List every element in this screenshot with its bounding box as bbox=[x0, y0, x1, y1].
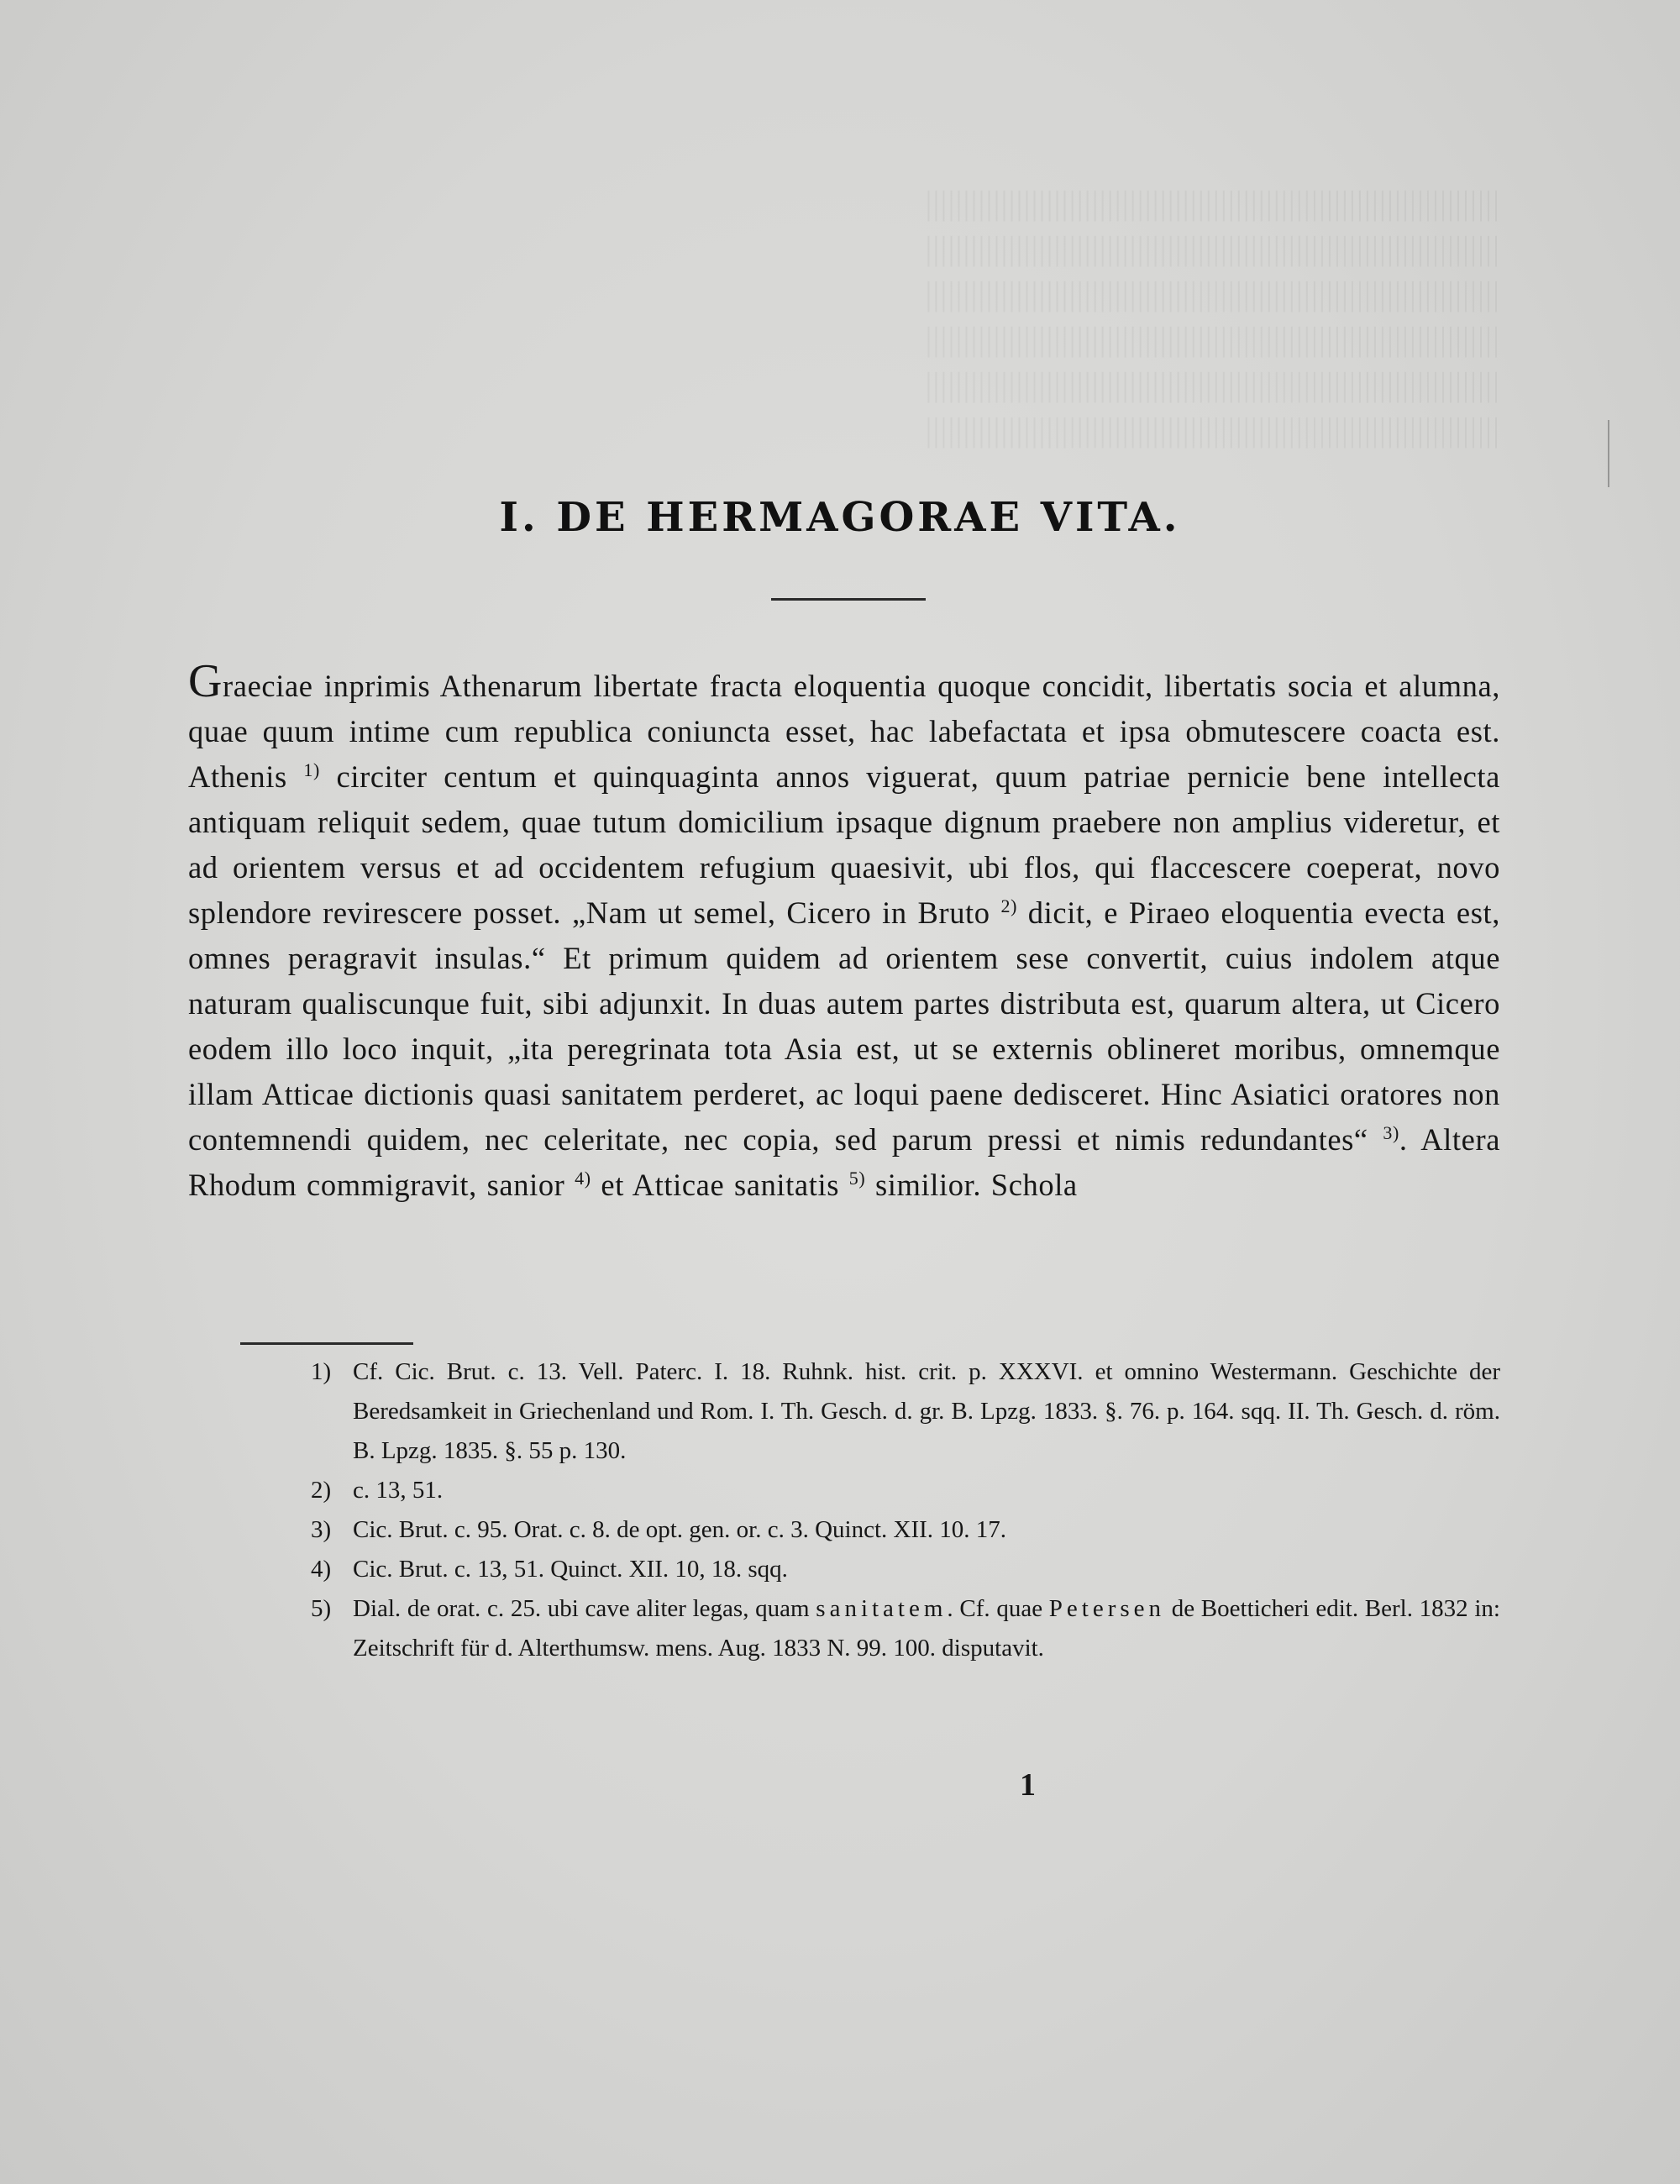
footnote-text: Cic. Brut. c. 95. Orat. c. 8. de opt. gen. or. c. 3. Quinct. XII. 10. 17. bbox=[353, 1516, 1007, 1543]
footnote-number: 5) bbox=[311, 1595, 332, 1622]
footnote-number: 4) bbox=[311, 1556, 332, 1583]
footnote-spaced-name: Petersen bbox=[1048, 1595, 1166, 1622]
footnote-separator bbox=[240, 1342, 413, 1345]
footnote-text-pre: Dial. de orat. c. 25. ubi cave aliter legas, quam bbox=[353, 1595, 816, 1622]
paragraph-text-5: et Atticae sanitatis bbox=[591, 1168, 849, 1202]
initial-letter: G bbox=[188, 655, 223, 707]
footnotes bbox=[304, 1352, 1500, 1668]
footnote-3 bbox=[304, 1510, 1500, 1550]
footnote-1 bbox=[304, 1352, 1500, 1471]
footnote-ref-5[interactable]: 5) bbox=[848, 1167, 866, 1189]
paragraph-text-6: similior. Schola bbox=[865, 1168, 1078, 1202]
paragraph-text-4: . Altera Rhodum commigravit, sanior bbox=[188, 1122, 1501, 1202]
footnote-number: 3) bbox=[311, 1516, 332, 1543]
footnote-text-mid: . Cf. quae bbox=[947, 1595, 1049, 1622]
paragraph-text-2: circiter centum et quinquaginta annos viguerat, quum patriae pernicie bene intellecta antiquam reliquit sedem, quae tutum domicilium ipsaque dignum praebere non amplius videretur, et ad orientem versus et ad occidentem refugium quaesivit, ubi flos, qui flaccescere coeperat, novo splendore revirescere posset. „Nam ut semel, Cicero in Bruto bbox=[188, 759, 1500, 930]
footnote-ref-2[interactable]: 2) bbox=[1000, 895, 1017, 916]
heading-rule bbox=[771, 598, 926, 601]
footnote-number: 2) bbox=[311, 1477, 332, 1504]
show-through-texture: |||||||||||||||||||||||||||||||||||||||||||||||||||||||||||||||||||||||||||| |||||||||||||||||||||||||||||||||||||||||||||||||||||||||||||||||||||||||||| |||||||||||||||||||||||||||||||||||||||||||||||||||||||||||||||||||||||||||| |||||||||||||||||||||||||||||||||||||||||||||||||||||||||||||||||||||||||||| |||||||||||||||||||||||||||||||||||||||||||||||||||||||||||||||||||||||||||| |||||||||||||||||||||||||||||||||||||||||||||||||||||||||||||||||||||||||||| bbox=[924, 184, 1499, 449]
paragraph-text-3: dicit, e Piraeo eloquentia evecta est, omnes peragravit insulas.“ Et primum quidem ad orientem sese convertit, cuius indolem atque naturam qualiscunque fuit, sibi adjunxit. In duas autem partes distributa est, quarum altera, ut Cicero eodem illo loco inquit, „ita peregrinata tota Asia est, ut se externis oblineret moribus, omnemque illam Atticae dictionis quasi sanitatem perderet, ac loqui paene dedisceret. Hinc Asiatici oratores non contemnendi quidem, nec celeritate, nec copia, sed parum pressi et nimis redundantes“ bbox=[188, 895, 1500, 1157]
footnote-text: Cic. Brut. c. 13, 51. Quinct. XII. 10, 18. sqq. bbox=[353, 1556, 788, 1583]
footnote-number: 1) bbox=[311, 1358, 332, 1385]
footnote-4 bbox=[304, 1550, 1500, 1589]
paragraph-text-1: raeciae inprimis Athenarum libertate fracta eloquentia quoque concidit, libertatis socia et alumna, quae quum intime cum republica coniuncta esset, hac labefactata et ipsa obmutescere coacta est. Athenis bbox=[188, 669, 1500, 794]
signature-mark: 1 bbox=[1020, 1767, 1036, 1803]
main-paragraph bbox=[188, 655, 1501, 1208]
footnote-spaced-word: sanitatem bbox=[816, 1595, 948, 1622]
footnote-text: Cf. Cic. Brut. c. 13. Vell. Paterc. I. 18. Ruhnk. hist. crit. p. XXXVI. et omnino Westermann. Geschichte der Beredsamkeit in Griechenland und Rom. I. Th. Gesch. d. gr. B. Lpzg. 1833. §. 76. p. 164. sqq. II. Th. Gesch. d. röm. B. Lpzg. 1835. §. 55 p. 130. bbox=[353, 1358, 1500, 1464]
footnote-5 bbox=[304, 1589, 1500, 1668]
footnote-ref-1[interactable]: 1) bbox=[303, 759, 320, 780]
footnote-text-post: de Boetticheri edit. Berl. 1832 in: Zeitschrift für d. Alterthumsw. mens. Aug. 1833 N. 99. 100. disputavit. bbox=[353, 1595, 1500, 1662]
chapter-heading: I. DE HERMAGORAE VITA. bbox=[499, 494, 1181, 541]
footnote-ref-4[interactable]: 4) bbox=[575, 1167, 591, 1189]
footnote-2 bbox=[304, 1471, 1500, 1510]
footnote-ref-3[interactable]: 3) bbox=[1383, 1121, 1399, 1143]
page-edge-mark bbox=[1608, 420, 1609, 487]
footnote-text: c. 13, 51. bbox=[353, 1477, 444, 1504]
